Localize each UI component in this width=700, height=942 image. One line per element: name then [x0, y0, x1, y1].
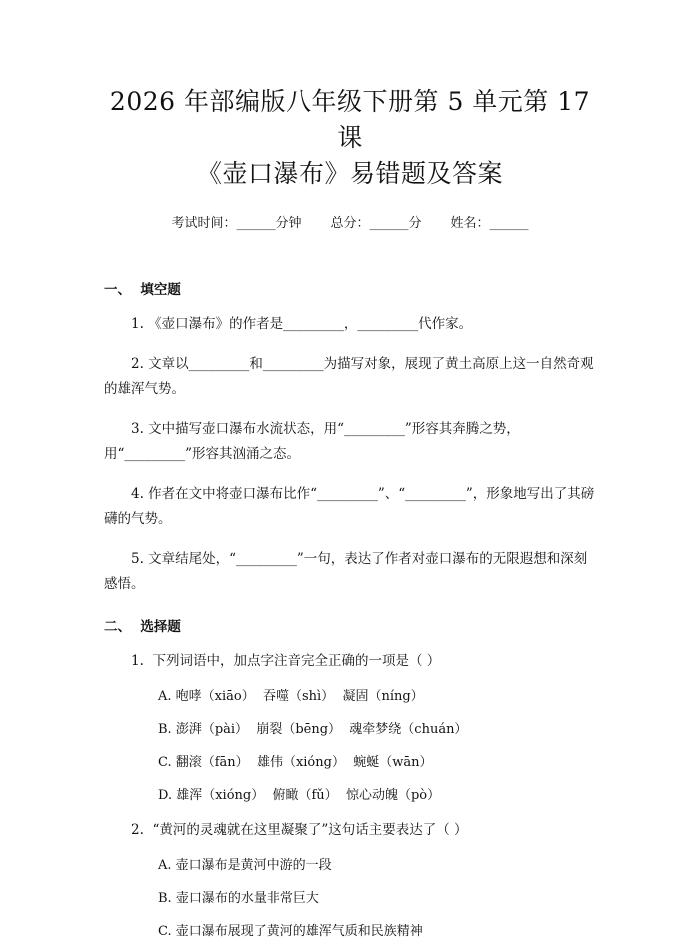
choice-options — [104, 856, 596, 942]
exam-meta — [104, 214, 596, 234]
fill-blank-item: 4. 作者在文中将壶口瀑布比作“_________”、“_________”，形象地写出了其磅礴的气势。 — [104, 486, 595, 527]
title-line-1: 2026 年部编版八年级下册第 5 单元第 17 课 — [109, 87, 591, 152]
choice-question-list — [104, 649, 596, 942]
choice-question: 2. “黄河的灵魂就在这里凝聚了”这句话主要表达了（ ） — [131, 822, 468, 838]
choice-option: A. 咆哮（xiāo） 吞噬（shì） 凝固（níng） — [158, 689, 424, 704]
fill-blank-item: 3. 文中描写壶口瀑布水流状态，用“_________”形容其奔腾之势，用“_________”形容其汹涌之态。 — [104, 421, 520, 462]
fill-blank-list — [104, 312, 596, 597]
section-heading-fill-blank: 一、 填空题 — [104, 282, 181, 298]
title-line-2: 《壶口瀑布》易错题及答案 — [196, 159, 503, 188]
exam-score: 总分：______分 — [330, 216, 422, 231]
student-name: 姓名：______ — [450, 216, 529, 231]
fill-blank-item: 2. 文章以_________和_________为描写对象，展现了黄土高原上这一自然奇观的雄浑气势。 — [104, 356, 594, 397]
choice-option: D. 雄浑（xióng） 俯瞰（fǔ） 惊心动魄（pò） — [158, 788, 441, 803]
choice-question: 1. 下列词语中，加点字注音完全正确的一项是（ ） — [131, 653, 441, 669]
page-title — [104, 0, 596, 192]
fill-blank-item: 5. 文章结尾处，“_________”一句，表达了作者对壶口瀑布的无限遐想和深刻感悟。 — [104, 551, 588, 592]
section-heading-choice: 二、 选择题 — [104, 619, 181, 635]
choice-option: A. 壶口瀑布是黄河中游的一段 — [158, 858, 332, 873]
choice-option: C. 翻滚（fān） 雄伟（xióng） 蜿蜒（wān） — [158, 755, 433, 770]
fill-blank-item: 1. 《壶口瀑布》的作者是_________，_________代作家。 — [131, 316, 473, 332]
choice-options — [104, 687, 596, 806]
exam-time: 考试时间：______分钟 — [171, 216, 302, 231]
choice-option: C. 壶口瀑布展现了黄河的雄浑气质和民族精神 — [158, 924, 423, 939]
choice-option: B. 澎湃（pài） 崩裂（bēng） 魂牵梦绕（chuán） — [158, 722, 468, 737]
choice-option: B. 壶口瀑布的水量非常巨大 — [158, 891, 319, 906]
